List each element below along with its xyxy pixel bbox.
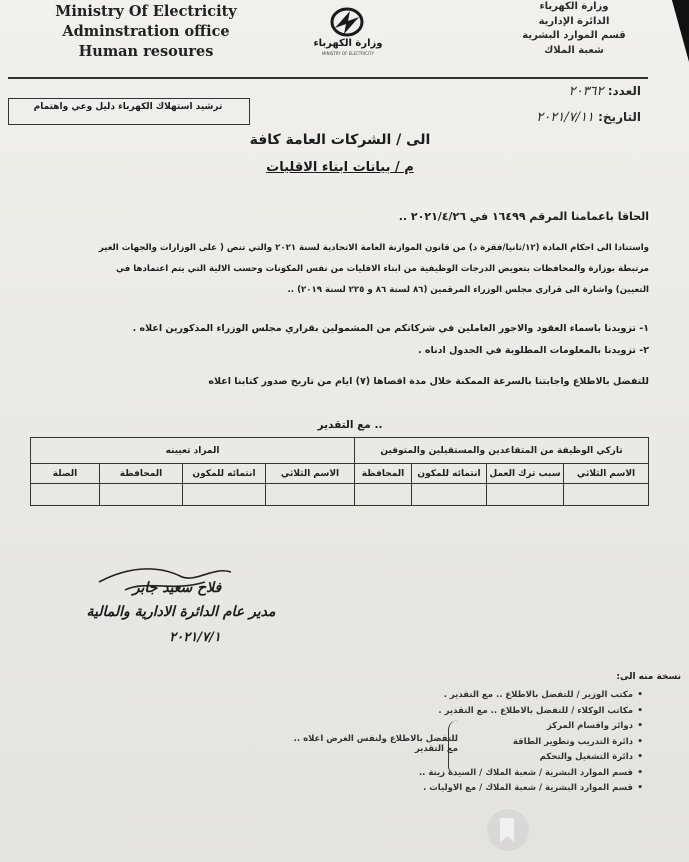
department-name-en: Human resoures [78,43,214,60]
table-cell [100,484,183,506]
cc-label: نسخة منه الى: [616,672,681,682]
table-cell [31,484,100,506]
body-line: مرتبطة بوزارة والمحافظات بتعويض الدرجات الوظيفية من ابناء الاقليات من نفس المكونات وحسب الالية التي يتم اعتمادها في [115,264,649,274]
department-name-ar: قسم الموارد البشرية [522,30,626,41]
table-cell [183,484,266,506]
table-cell [564,484,649,506]
regards: .. مع التقدير [317,419,383,431]
body-paragraph-1: الحاقا باعمامنا المرقم ١٦٤٩٩ في ٢٠٢١/٤/٢٦ .. [398,210,649,223]
svg-text:وزارة الكهرباء: وزارة الكهرباء [313,38,383,49]
body-line: واستنادا الى احكام المادة (١٢/ثانيا/فقرة د) من قانون الموازنة العامة الاتحادية لسنة ٢٠٢١ والتي تنص ( على الوزارات والجهات الغير [98,243,649,253]
addressee: الى / الشركات العامة كافة [249,132,431,148]
table-header-cell: سبب ترك العمل [487,464,564,484]
signatory-name: فلاح سعيد جابر [132,580,222,596]
slogan-text: ترشيد استهلاك الكهرباء دليل وعي واهتمام [33,102,223,112]
cc-item: • مكاتب الوكلاء / للتفضل بالاطلاع .. مع التقدير . [383,704,643,720]
reference-number-label: العدد: [607,84,641,98]
table-cell [487,484,564,506]
table-header-cell: الاسم الثلاثي [564,464,649,484]
watermark-icon [484,806,532,854]
signature-date: ٢٠٢١/٧/١ [169,630,221,645]
body-line: التعيين) واشارة الى قراري مجلس الوزراء المرقمين (٨٦ لسنة ٨٦ و ٢٢٥ لسنة ٢٠١٩) .. [287,285,649,295]
table-header-cell: الاسم الثلاثي [266,464,355,484]
signatory-title: مدير عام الدائرة الادارية والمالية [86,604,276,620]
table-header-cell: انتمائه للمكون [183,464,266,484]
section-name-ar: شعبة الملاك [544,44,604,56]
table-header-cell: المحافظة [100,464,183,484]
arabic-letterhead [499,0,649,58]
lightning-emblem-icon [298,2,394,62]
table-cell [266,484,355,506]
table-group-header-leavers: تاركي الوظيفة من المتقاعدين والمستقيلين والمتوفين [355,438,649,464]
reference-date [536,110,641,125]
closing-request: للتفضل بالاطلاع واجابتنا بالسرعة الممكنة خلال مدة اقصاها (٧) ايام من تاريخ صدور كتابنا اعلاه [208,376,649,387]
ministry-name-en: Ministry Of Electricity [55,3,237,20]
cc-item: • دائرة التدريب وتطوير الطاقة [383,735,643,751]
office-name-ar: الدائرة الإدارية [538,15,610,27]
scan-corner-shadow [651,0,689,62]
minorities-table [30,437,649,506]
request-items [29,318,649,362]
table-cell [412,484,487,506]
reference-number [569,84,641,99]
reference-date-label: التاريخ: [598,110,641,124]
reference-date-value: ٢٠٢١/٧/١١ [536,110,594,125]
header-divider [8,77,648,79]
ministry-logo [298,2,394,62]
subject: م / بيانات ابناء الاقليات [266,160,414,175]
table-header-cell: الصلة [31,464,100,484]
table-header-cell: انتمائه للمكون [412,464,487,484]
cc-item: • دائرة التشغيل والتحكم [383,750,643,766]
table-cell [355,484,412,506]
english-letterhead [46,2,246,62]
svg-text:MINISTRY OF ELECTRICITY: MINISTRY OF ELECTRICITY [321,51,375,56]
table-group-header-candidates: المراد تعيينه [31,438,355,464]
table-header-cell: المحافظة [355,464,412,484]
office-name-en: Adminstration office [62,23,230,40]
request-item-1: ١- تزويدنا باسماء العقود والاجور العاملين في شركاتكم من المشمولين بقراري مجلس الوزراء المذكورين اعلاه . [132,323,649,334]
ministry-name-ar: وزارة الكهرباء [539,1,609,12]
request-item-2: ٢- تزويدنا بالمعلومات المطلوبة في الجدول ادناه . [418,345,649,356]
cc-item: • قسم الموارد البشرية / شعبة الملاك / مع الاوليات . [383,781,643,797]
cc-item: • قسم الموارد البشرية / شعبة الملاك / السيدة زينة .. [383,766,643,782]
cc-item: • مكتب الوزير / للتفضل بالاطلاع .. مع التقدير . [383,688,643,704]
cc-side-note: للتفضل بالاطلاع ولنفس الغرض اعلاه .. مع التقدير [293,734,458,754]
cc-item: • دوائر واقسام المركز [383,719,643,735]
body-paragraph-2 [29,238,649,301]
reference-number-value: ٢٠٣٦٢ [568,84,604,99]
